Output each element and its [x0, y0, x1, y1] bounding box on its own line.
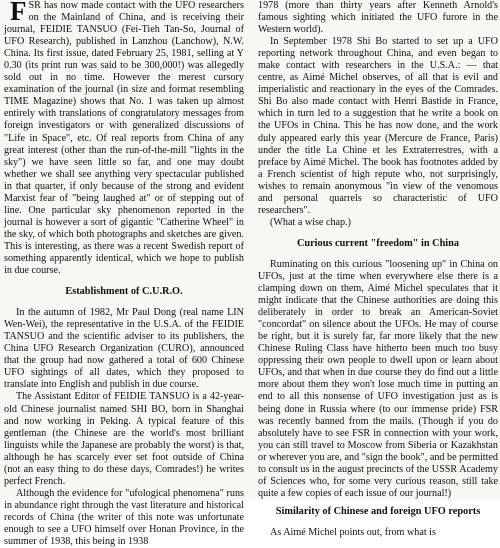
heading-freedom: Curious current "freedom" in China: [296, 237, 460, 249]
left-column: [4, 0, 244, 548]
paragraph-continued: 1978 (more than thirty years after Kenneth Arnold's famous sighting which initiated the UFO furore in the Western world).: [258, 0, 498, 36]
heading-similarity: Similarity of Chinese and foreign UFO reports: [275, 505, 481, 517]
paragraph-curo: In the autumn of 1982, Mr Paul Dong (real name LIN Wen-Wei), the representative in the U.S.A. of the FEIDIE TANSUO and the scientific adviser to its publishers, the China UFO Research Organization (CURO), announced that the group had now gathered a total of 600 Chinese UFO sightings of all dates, which they proposed to translate into English and publish in due course.: [4, 307, 244, 391]
intro-paragraph: [4, 0, 244, 277]
heading-curo: Establishment of C.U.R.O.: [65, 286, 183, 298]
intro-text: SR has now made contact with the UFO researchers on the Mainland of China, and is receiving their journal, FEIDIE TANSUO (Fei-Tieh Tan-So, Journal of UFO Research), published in Lanzhou (Lanchow), N.W. China. Its first issue, dated February 25, 1981, selling at Y 0.30 (its print run was said to be 300,000!) was allegedly sold out in no time. However the merest cursory examination of the journal (in size and format resembling TIME Magazine) shows that No. 1 was taken up almost entirely with translations of congratulatory messages from foreign investigators or with generalized discussions of "Life in Space", etc. Of real reports from China of any great interest (other than the run-of-the-mill "lights in the sky") we have seen little so far, and one may doubt whether we shall see anything very spectacular published in that quarter, if only because of the strong and evident Marxist fear of "being laughed at" or of stepping out of line. One particular sky phenomenon reported in the journal is however a sort of gigantic "Catherine Wheel" in the sky, of which both photographs and sketches are given. This is interesting, as there was a recent Swedish report of something apparently identical, which we hope to publish in due course.: [4, 0, 244, 277]
right-column: [258, 0, 498, 539]
paragraph-tail: As Aimé Michel points out, from what is: [270, 526, 436, 538]
paragraph-ruminating: Ruminating on this curious "loosening up" in China on UFOs, just at the time when everywhere else there is a clamping down on them, Aimé Michel speculates that it might indicate that the Chinese authorities are doing this deliberately in order to break an American-Soviet "concordat" on silence about the UFOs. He may of course be right, but it is surely far, far more likely that the new Chinese Ruling Class have hitherto been much too busy oppressing their own people to dwell upon or learn about UFOs, and that when in due course they do find out a little more about them they won't lose much time in putting an end to all this nonsense of UFO investigation just as is being done in Russia where (to our immense pride) FSR was recently banned from the mails. (Though if you do absolutely have to see FSR in connection with your work, you can still travel to Moscow from Siberia or Kazakhstan or wherever you are, and "sign the book", and be permitted to consult us in the august precincts of the USSR Academy of Sciences who, for some very curious reason, still take quite a few copies of each issue of our journal!): [258, 258, 498, 499]
paragraph-evidence: Although the evidence for "ufological phenomena" runs in abundance right through the vast literature and historical records of China (the writer of this note was unfortunate enough to see a UFO himself over Honan Province, in the summer of 1938, this being in 1938: [4, 487, 244, 548]
paragraph-shibo: The Assistant Editor of FEIDIE TANSUO is a 42-year-old Chinese journalist named SHI BO, born in Shanghai and now working in Peking. A typical feature of this gentleman (the Chinese are the world's most brilliant linguists while the Japanese are probably the worst) is that, although he has scarcely ever set foot outside of China (not an easy thing to do these days, Comrades!) he writes perfect French.: [4, 391, 244, 487]
paragraph-september: In September 1978 Shi Bo started to set up a UFO reporting network throughout China, and even began to make contact with researchers in the U.S.A.: — that centre, as Aimé Michel observes, of all that is evil and imperialistic and reactionary in the eyes of the Comrades. Shi Bo also made contact with Henri Bastide in France, which in turn led to a suggestion that he write a book on the UFOs in China. This he has now done, and the work duly appeared early this year (Mercure de France, Paris) under the title La Chine et les Extraterrestres, with a preface by Aimé Michel. The book has footnotes added by a French scientist of high repute who, not surprisingly, wishes to remain anonymous "in view of the venomous and personal quarrels so characteristic of UFO researchers".: [258, 36, 498, 216]
drop-cap: F: [10, 0, 27, 26]
paragraph-wise-chap: (What a wise chap.): [270, 216, 351, 228]
